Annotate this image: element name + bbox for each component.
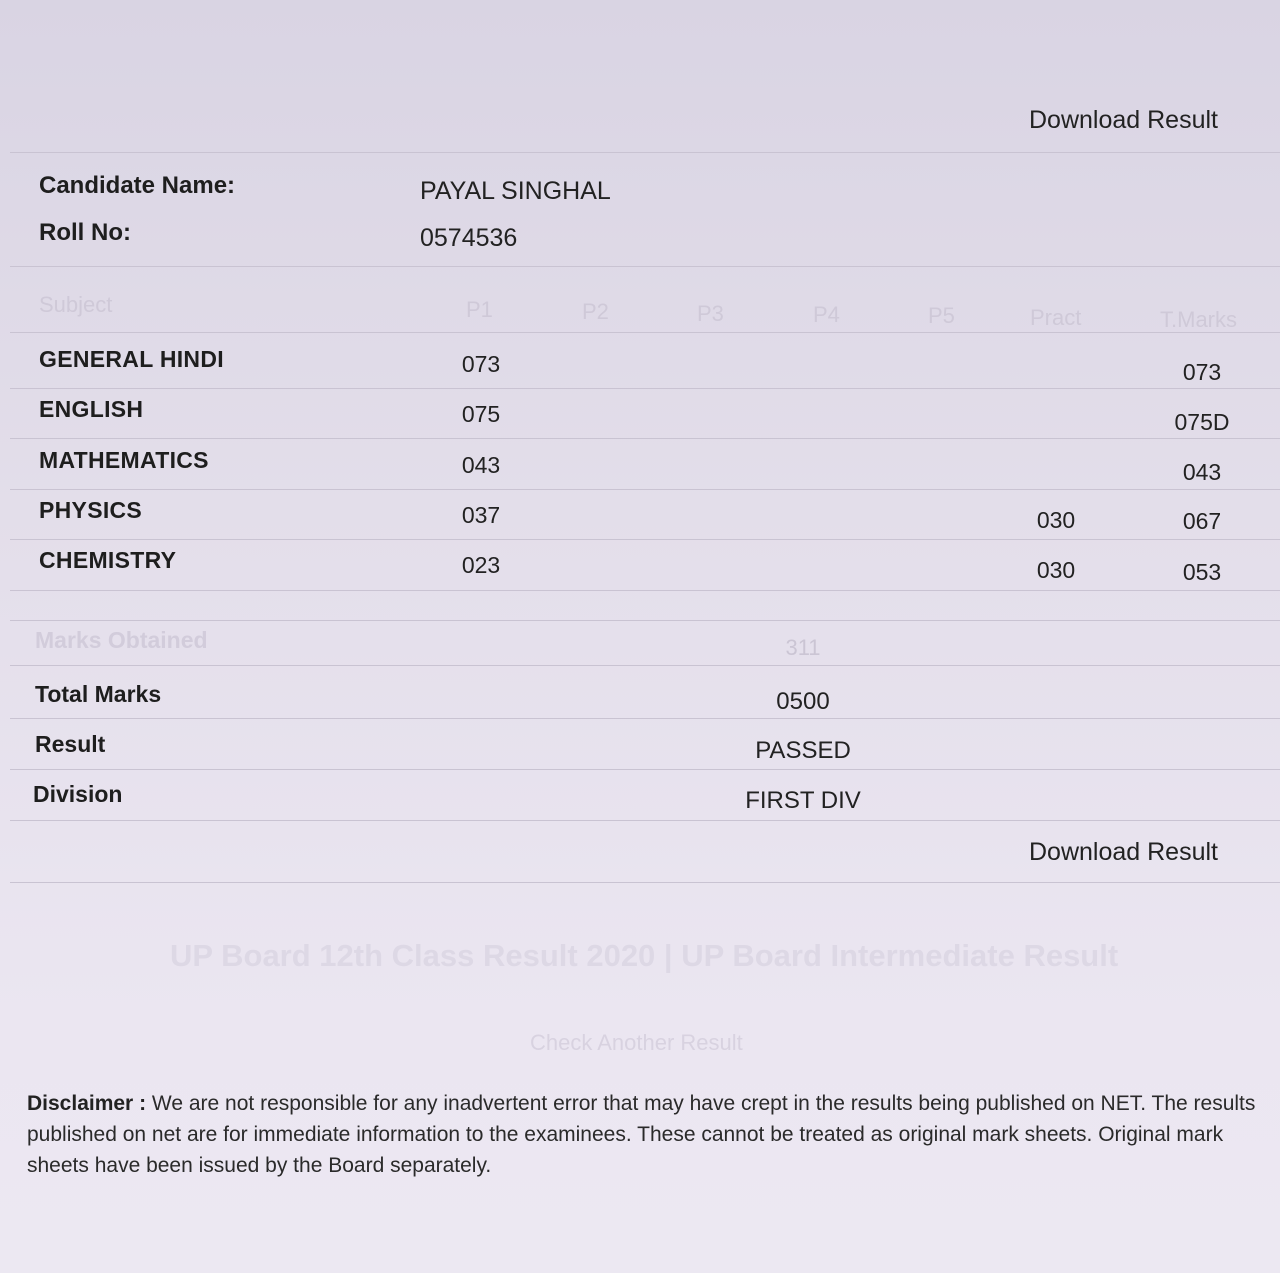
header-p2: P2 <box>582 299 609 324</box>
subject-name: MATHEMATICS <box>39 447 209 473</box>
divider <box>10 590 1280 591</box>
divider <box>10 332 1280 333</box>
header-p5: P5 <box>928 303 955 328</box>
roll-no-value: 0574536 <box>420 224 518 252</box>
p1-mark: 043 <box>461 452 501 478</box>
divider <box>10 665 1280 666</box>
disclaimer-text: We are not responsible for any inadvertent error that may have crept in the results being published on NET. The results published on net are for immediate information to the examinees. These cannot be treated as original mark sheets. Original mark sheets have been issued by the Board separately. <box>27 1092 1256 1177</box>
p1-mark: 037 <box>461 502 501 528</box>
marks-obtained-value: 311 <box>785 635 821 660</box>
divider <box>10 820 1280 821</box>
p1-mark: 023 <box>461 552 501 578</box>
marks-obtained-label: Marks Obtained <box>35 627 208 653</box>
p1-mark: 075 <box>461 401 501 427</box>
total-marks-label: Total Marks <box>35 681 162 707</box>
total-mark: 075D <box>1174 409 1230 435</box>
division-value: FIRST DIV <box>745 787 861 814</box>
pract-mark: 030 <box>1036 557 1076 583</box>
total-mark: 043 <box>1182 459 1222 485</box>
subject-name: CHEMISTRY <box>39 547 177 573</box>
divider <box>10 769 1280 770</box>
total-marks-value: 0500 <box>776 688 830 715</box>
divider <box>10 620 1280 621</box>
header-tmarks: T.Marks <box>1160 307 1237 332</box>
page-footer-title: UP Board 12th Class Result 2020 | UP Board Intermediate Result <box>170 938 1119 973</box>
divider <box>10 438 1280 439</box>
candidate-name-value: PAYAL SINGHAL <box>420 177 611 205</box>
result-label: Result <box>35 731 106 757</box>
divider <box>10 539 1280 540</box>
header-p3: P3 <box>697 301 724 326</box>
divider <box>10 718 1280 719</box>
subject-name: PHYSICS <box>39 497 143 523</box>
download-result-button-bottom[interactable]: Download Result <box>1029 838 1218 866</box>
divider <box>10 882 1280 883</box>
check-another-result-link[interactable]: Check Another Result <box>530 1030 743 1055</box>
divider <box>10 152 1280 153</box>
header-p1: P1 <box>466 297 493 322</box>
divider <box>10 489 1280 490</box>
subject-name: ENGLISH <box>39 396 144 422</box>
divider <box>10 266 1280 267</box>
disclaimer <box>27 1088 1272 1181</box>
total-mark: 067 <box>1182 508 1222 534</box>
p1-mark: 073 <box>461 351 501 377</box>
total-mark: 053 <box>1182 559 1222 585</box>
disclaimer-label: Disclaimer : <box>27 1092 147 1115</box>
header-pract: Pract <box>1030 305 1082 330</box>
roll-no-label: Roll No: <box>39 219 131 246</box>
result-value: PASSED <box>755 737 851 764</box>
header-subject: Subject <box>39 292 113 317</box>
header-p4: P4 <box>813 302 840 327</box>
download-result-button-top[interactable]: Download Result <box>1029 106 1218 134</box>
candidate-name-label: Candidate Name: <box>39 172 236 199</box>
total-mark: 073 <box>1182 359 1222 385</box>
division-label: Division <box>33 781 123 807</box>
subject-name: GENERAL HINDI <box>39 346 224 372</box>
pract-mark: 030 <box>1036 507 1076 533</box>
divider <box>10 388 1280 389</box>
